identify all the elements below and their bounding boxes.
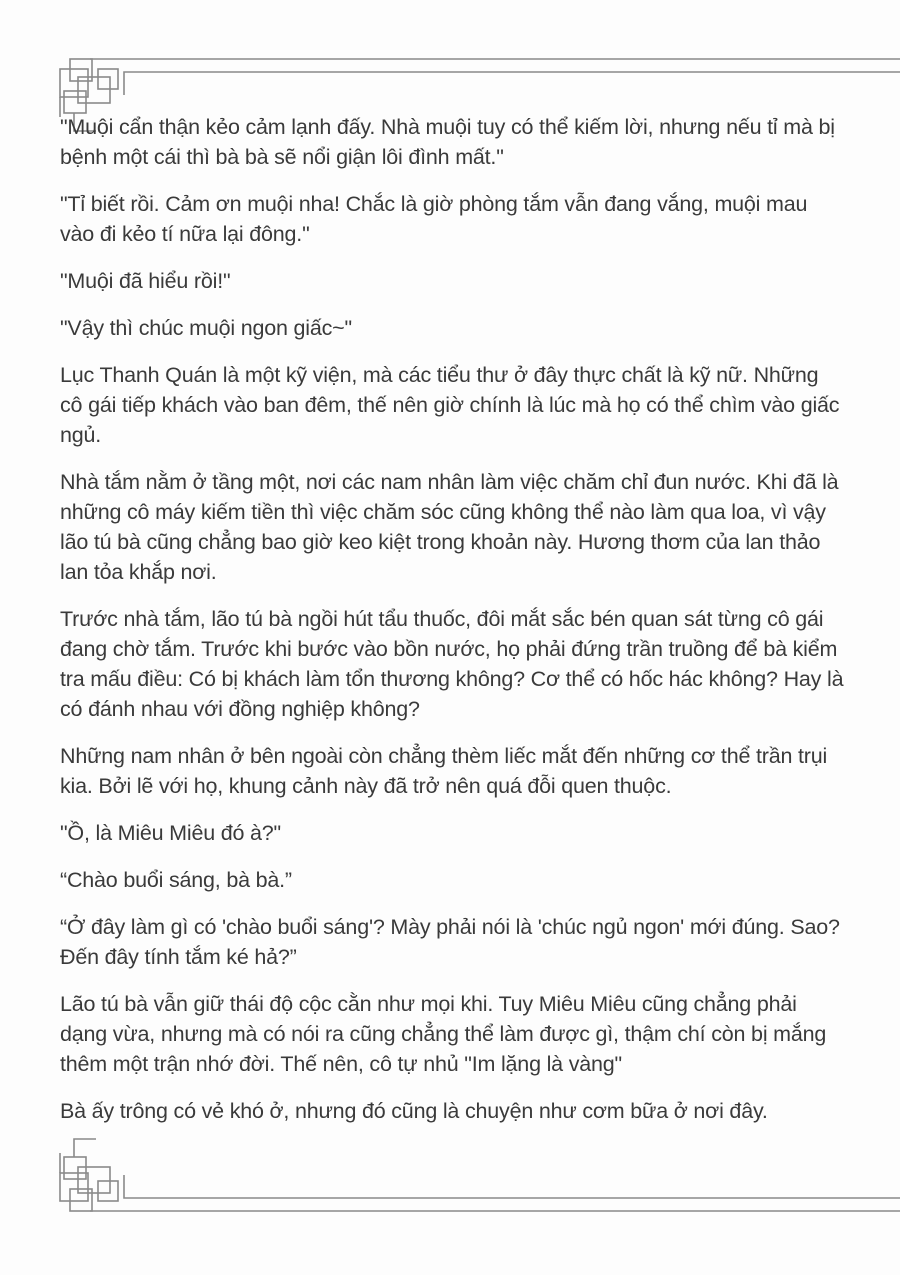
paragraph: "Tỉ biết rồi. Cảm ơn muội nha! Chắc là giờ phòng tắm vẫn đang vắng, muội mau vào đi kẻo tí nữa lại đông.": [60, 192, 808, 246]
paragraph: Bà ấy trông có vẻ khó ở, nhưng đó cũng là chuyện như cơm bữa ở nơi đây.: [60, 1099, 768, 1123]
paragraph: Nhà tắm nằm ở tầng một, nơi các nam nhân làm việc chăm chỉ đun nước. Khi đã là những cô máy kiếm tiền thì việc chăm sóc cũng không thể nào làm qua loa, vì vậy lão tú bà cũng chẳng bao giờ keo kiệt trong khoản này. Hương thơm của lan thảo lan tỏa khắp nơi.: [60, 470, 839, 584]
paragraph: Trước nhà tắm, lão tú bà ngồi hút tẩu thuốc, đôi mắt sắc bén quan sát từng cô gái đang chờ tắm. Trước khi bước vào bồn nước, họ phải đứng trần truồng để bà kiểm tra mấu điều: Có bị khách làm tổn thương không? Cơ thể có hốc hác không? Hay là có đánh nhau với đồng nghiệp không?: [60, 607, 844, 721]
paragraph: Lão tú bà vẫn giữ thái độ cộc cằn như mọi khi. Tuy Miêu Miêu cũng chẳng phải dạng vừa, nhưng mà có nói ra cũng chẳng thể làm được gì, thậm chí còn bị mắng thêm một trận nhớ đời. Thế nên, cô tự nhủ "Im lặng là vàng": [60, 992, 827, 1076]
paragraph: "Muội đã hiểu rồi!": [60, 269, 231, 293]
text-content: [60, 112, 846, 1143]
paragraph: "Vậy thì chúc muội ngon giấc~": [60, 316, 352, 340]
paragraph: “Chào buổi sáng, bà bà.”: [60, 868, 292, 892]
paragraph: "Muội cẩn thận kẻo cảm lạnh đấy. Nhà muội tuy có thể kiếm lời, nhưng nếu tỉ mà bị bệnh một cái thì bà bà sẽ nổi giận lôi đình mất.": [60, 115, 835, 169]
paragraph: Lục Thanh Quán là một kỹ viện, mà các tiểu thư ở đây thực chất là kỹ nữ. Những cô gái tiếp khách vào ban đêm, thế nên giờ chính là lúc mà họ có thể chìm vào giấc ngủ.: [60, 363, 840, 447]
paragraph: "Ồ, là Miêu Miêu đó à?": [60, 821, 281, 845]
paragraph: Những nam nhân ở bên ngoài còn chẳng thèm liếc mắt đến những cơ thể trần trụi kia. Bởi lẽ với họ, khung cảnh này đã trở nên quá đỗi quen thuộc.: [60, 744, 828, 798]
paragraph: “Ở đây làm gì có 'chào buổi sáng'? Mày phải nói là 'chúc ngủ ngon' mới đúng. Sao? Đến đây tính tắm ké hả?”: [60, 915, 840, 969]
